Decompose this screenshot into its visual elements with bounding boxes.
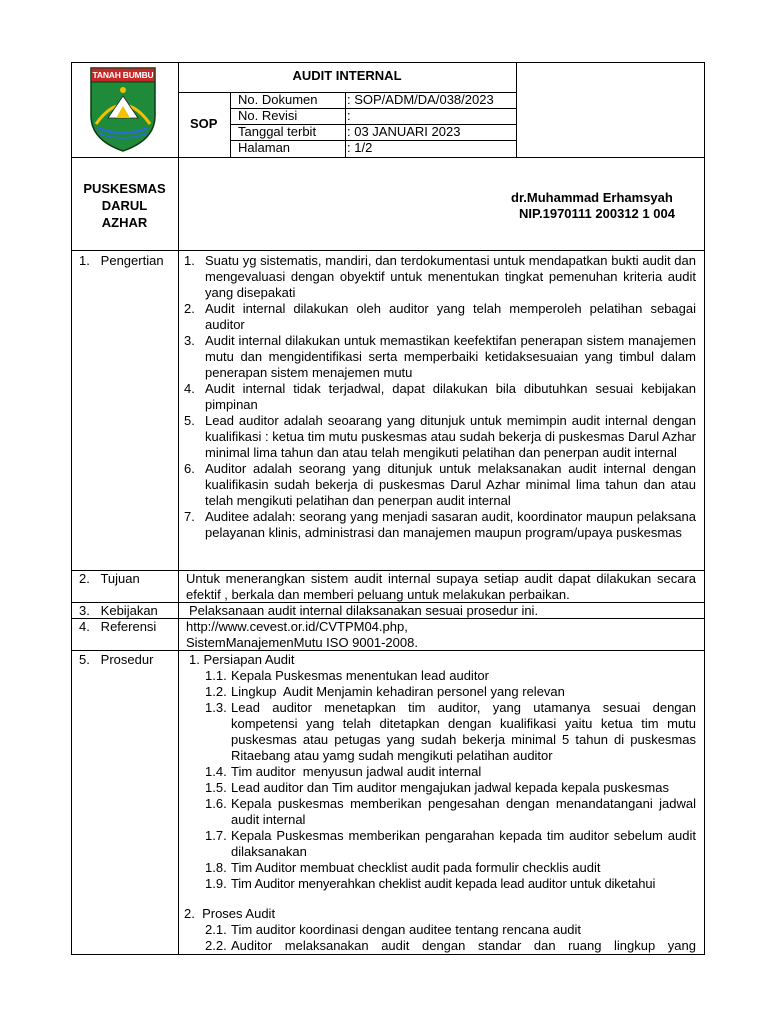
list-item-number: 1.9. bbox=[205, 876, 227, 891]
list-item-text: Lingkup Audit Menjamin kehadiran personel yang relevan bbox=[231, 684, 565, 699]
list-item-number: 1.6. bbox=[205, 796, 227, 811]
list-item-number: 1.4. bbox=[205, 764, 227, 779]
sop-column-divider bbox=[230, 92, 231, 158]
list-item bbox=[184, 333, 696, 381]
list-item bbox=[205, 780, 696, 796]
list-item-number: 6. bbox=[184, 461, 195, 476]
doc-field-label-halaman: Halaman bbox=[238, 140, 291, 155]
org-name-line-1: PUSKESMAS bbox=[83, 181, 166, 196]
list-item-text: Tim Auditor menyerahkan cheklist audit kepada lead auditor untuk diketahui bbox=[231, 876, 656, 891]
list-item-number: 7. bbox=[184, 509, 195, 524]
list-item-number: 1.2. bbox=[205, 684, 227, 699]
doc-field-value-no-dokumen: : SOP/ADM/DA/038/2023 bbox=[347, 92, 494, 107]
org-name bbox=[71, 180, 178, 231]
doc-field-label-tanggal-terbit: Tanggal terbit bbox=[238, 124, 317, 139]
list-item bbox=[205, 700, 696, 764]
list-item bbox=[205, 684, 696, 700]
list-item bbox=[184, 413, 696, 461]
table-border-bottom bbox=[71, 954, 705, 955]
prosedur-group-1-list bbox=[205, 668, 696, 892]
table-border-top bbox=[71, 62, 705, 63]
list-item-text: Tim Auditor membuat checklist audit pada formulir checklis audit bbox=[231, 860, 601, 875]
list-item-number: 4. bbox=[184, 381, 195, 396]
list-item bbox=[205, 796, 696, 828]
doc-field-label-no-revisi: No. Revisi bbox=[238, 108, 298, 123]
signer-name: dr.Muhammad Erhamsyah bbox=[511, 190, 673, 205]
list-item-text: Lead auditor menetapkan tim auditor, yang utamanya sesuai dengan kompetensi yang telah ditetapkan dengan kualifikasi yaitu ketua tim mutu puskesmas atau petugas yang sudah bekerja minimal 5 tahun di puskesmas Ritaebang atau yamg sudah mengikuti pelatihan auditor bbox=[231, 700, 696, 763]
header-divider bbox=[71, 157, 705, 158]
org-name-line-3: AZHAR bbox=[101, 215, 148, 230]
list-item-number: 3. bbox=[184, 333, 195, 348]
list-item-text: Lead auditor dan Tim auditor mengajukan jadwal kepada kepala puskesmas bbox=[231, 780, 669, 795]
doc-field-column-divider bbox=[345, 92, 346, 158]
list-item bbox=[184, 509, 696, 541]
list-item-text: Kepala Puskesmas menentukan lead auditor bbox=[231, 668, 489, 683]
list-item-number: 5. bbox=[184, 413, 195, 428]
list-item-number: 2.2. bbox=[205, 938, 227, 953]
list-item bbox=[205, 828, 696, 860]
logo bbox=[86, 66, 160, 152]
list-item bbox=[205, 876, 696, 892]
list-item-number: 2. bbox=[184, 301, 195, 316]
list-item-text: Audit internal tidak terjadwal, dapat dilakukan bila dibutuhkan sesuai kebijakan pimpinan bbox=[205, 381, 696, 412]
row-label-prosedur: 5. Prosedur bbox=[79, 652, 154, 667]
list-item-number: 1.1. bbox=[205, 668, 227, 683]
org-name-line-2: DARUL bbox=[101, 198, 148, 213]
list-item bbox=[184, 461, 696, 509]
title-block-right-border bbox=[516, 62, 517, 158]
prosedur-group-2-title: 2. Proses Audit bbox=[184, 906, 276, 921]
table-border-right bbox=[704, 62, 705, 955]
row-label-tujuan: 2. Tujuan bbox=[79, 571, 140, 586]
label-column-divider bbox=[178, 62, 179, 955]
row-label-referensi: 4. Referensi bbox=[79, 619, 157, 634]
doc-field-label-no-dokumen: No. Dokumen bbox=[238, 92, 318, 107]
pengertian-list bbox=[184, 253, 696, 541]
row-label-pengertian: 1. Pengertian bbox=[79, 253, 164, 268]
prosedur-group-1-title: 1. Persiapan Audit bbox=[189, 652, 295, 667]
list-item-number: 1.7. bbox=[205, 828, 227, 843]
list-item-number: 1.5. bbox=[205, 780, 227, 795]
referensi-link[interactable]: http://www.cevest.or.id/CVTPM04.php, bbox=[186, 619, 408, 634]
sop-label: SOP bbox=[190, 116, 218, 131]
list-item-number: 1. bbox=[184, 253, 195, 268]
list-item bbox=[184, 301, 696, 333]
tujuan-text: Untuk menerangkan sistem audit internal supaya setiap audit dapat dilakukan secara efektif , berkala dan memberi peluang untuk melakukan perbaikan. bbox=[186, 571, 696, 602]
row-label-kebijakan: 3. Kebijakan bbox=[79, 603, 158, 618]
list-item-text: Audit internal dilakukan untuk memastikan keefektifan penerapan sistem manajemen mutu dan mengidentifikasi serta memperbaiki ketidaksesuaian yang timbul dalam penerapan sistem menajemen mutu bbox=[205, 333, 696, 380]
list-item bbox=[205, 922, 696, 938]
list-item-text: Auditor melaksanakan audit dengan standar dan ruang lingkup yang bbox=[231, 938, 696, 953]
document-title: AUDIT INTERNAL bbox=[292, 68, 402, 83]
list-item-text: Kepala puskesmas memberikan pengesahan dengan menandatangani jadwal audit internal bbox=[231, 796, 696, 827]
list-item-number: 1.8. bbox=[205, 860, 227, 875]
list-item-text: Lead auditor adalah seoarang yang ditunjuk untuk memimpin audit internal dengan kualifikasi : ketua tim mutu puskesmas atau sudah bekerja di puskesmas Darul Azhar minimal lima tahun dan atau telah mengikuti pelatihan dan penerpan audit internal bbox=[205, 413, 696, 460]
prosedur-group-2-list bbox=[205, 922, 696, 954]
list-item-number: 1.3. bbox=[205, 700, 227, 715]
list-item bbox=[184, 381, 696, 413]
list-item-text: Audit internal dilakukan oleh auditor yang telah memperoleh pelatihan sebagai auditor bbox=[205, 301, 696, 332]
org-row-divider bbox=[71, 250, 705, 251]
list-item bbox=[205, 860, 696, 876]
list-item-text: Suatu yg sistematis, mandiri, dan terdokumentasi untuk mendapatkan bukti audit dan mengevaluasi dengan obyektif untuk menentukan tingkat pemenuhan kriteria audit yang disepakati bbox=[205, 253, 696, 300]
list-item bbox=[205, 938, 696, 954]
list-item-number: 2.1. bbox=[205, 922, 227, 937]
doc-field-value-halaman: : 1/2 bbox=[347, 140, 373, 155]
list-item bbox=[205, 764, 696, 780]
doc-field-value-tanggal-terbit: : 03 JANUARI 2023 bbox=[347, 124, 461, 139]
list-item-text: Auditee adalah: seorang yang menjadi sasaran audit, koordinator maupun pelaksana pelayanan klinis, administrasi dan manajemen maupun program/upaya puskesmas bbox=[205, 509, 696, 540]
list-item bbox=[184, 253, 696, 301]
referensi-standard: SistemManajemenMutu ISO 9001-2008. bbox=[186, 635, 418, 650]
kebijakan-text: Pelaksanaan audit internal dilaksanakan sesuai prosedur ini. bbox=[189, 603, 539, 618]
list-item bbox=[205, 668, 696, 684]
list-item-text: Tim auditor koordinasi dengan auditee tentang rencana audit bbox=[231, 922, 582, 937]
doc-field-value-no-revisi: : bbox=[347, 108, 351, 123]
signer-nip: NIP.1970111 200312 1 004 bbox=[519, 206, 675, 221]
list-item-text: Kepala Puskesmas memberikan pengarahan kepada tim auditor sebelum audit dilaksanakan bbox=[231, 828, 696, 859]
logo-text: TANAH BUMBU bbox=[92, 70, 154, 80]
list-item-text: Auditor adalah seorang yang ditunjuk untuk melaksanakan audit internal dengan kualifikasin sudah bekerja di puskesmas Darul Azhar minimal lima tahun dan atau telah mengikuti pelatihan dan penerpan audit internal bbox=[205, 461, 696, 508]
list-item-text: Tim auditor menyusun jadwal audit internal bbox=[231, 764, 482, 779]
